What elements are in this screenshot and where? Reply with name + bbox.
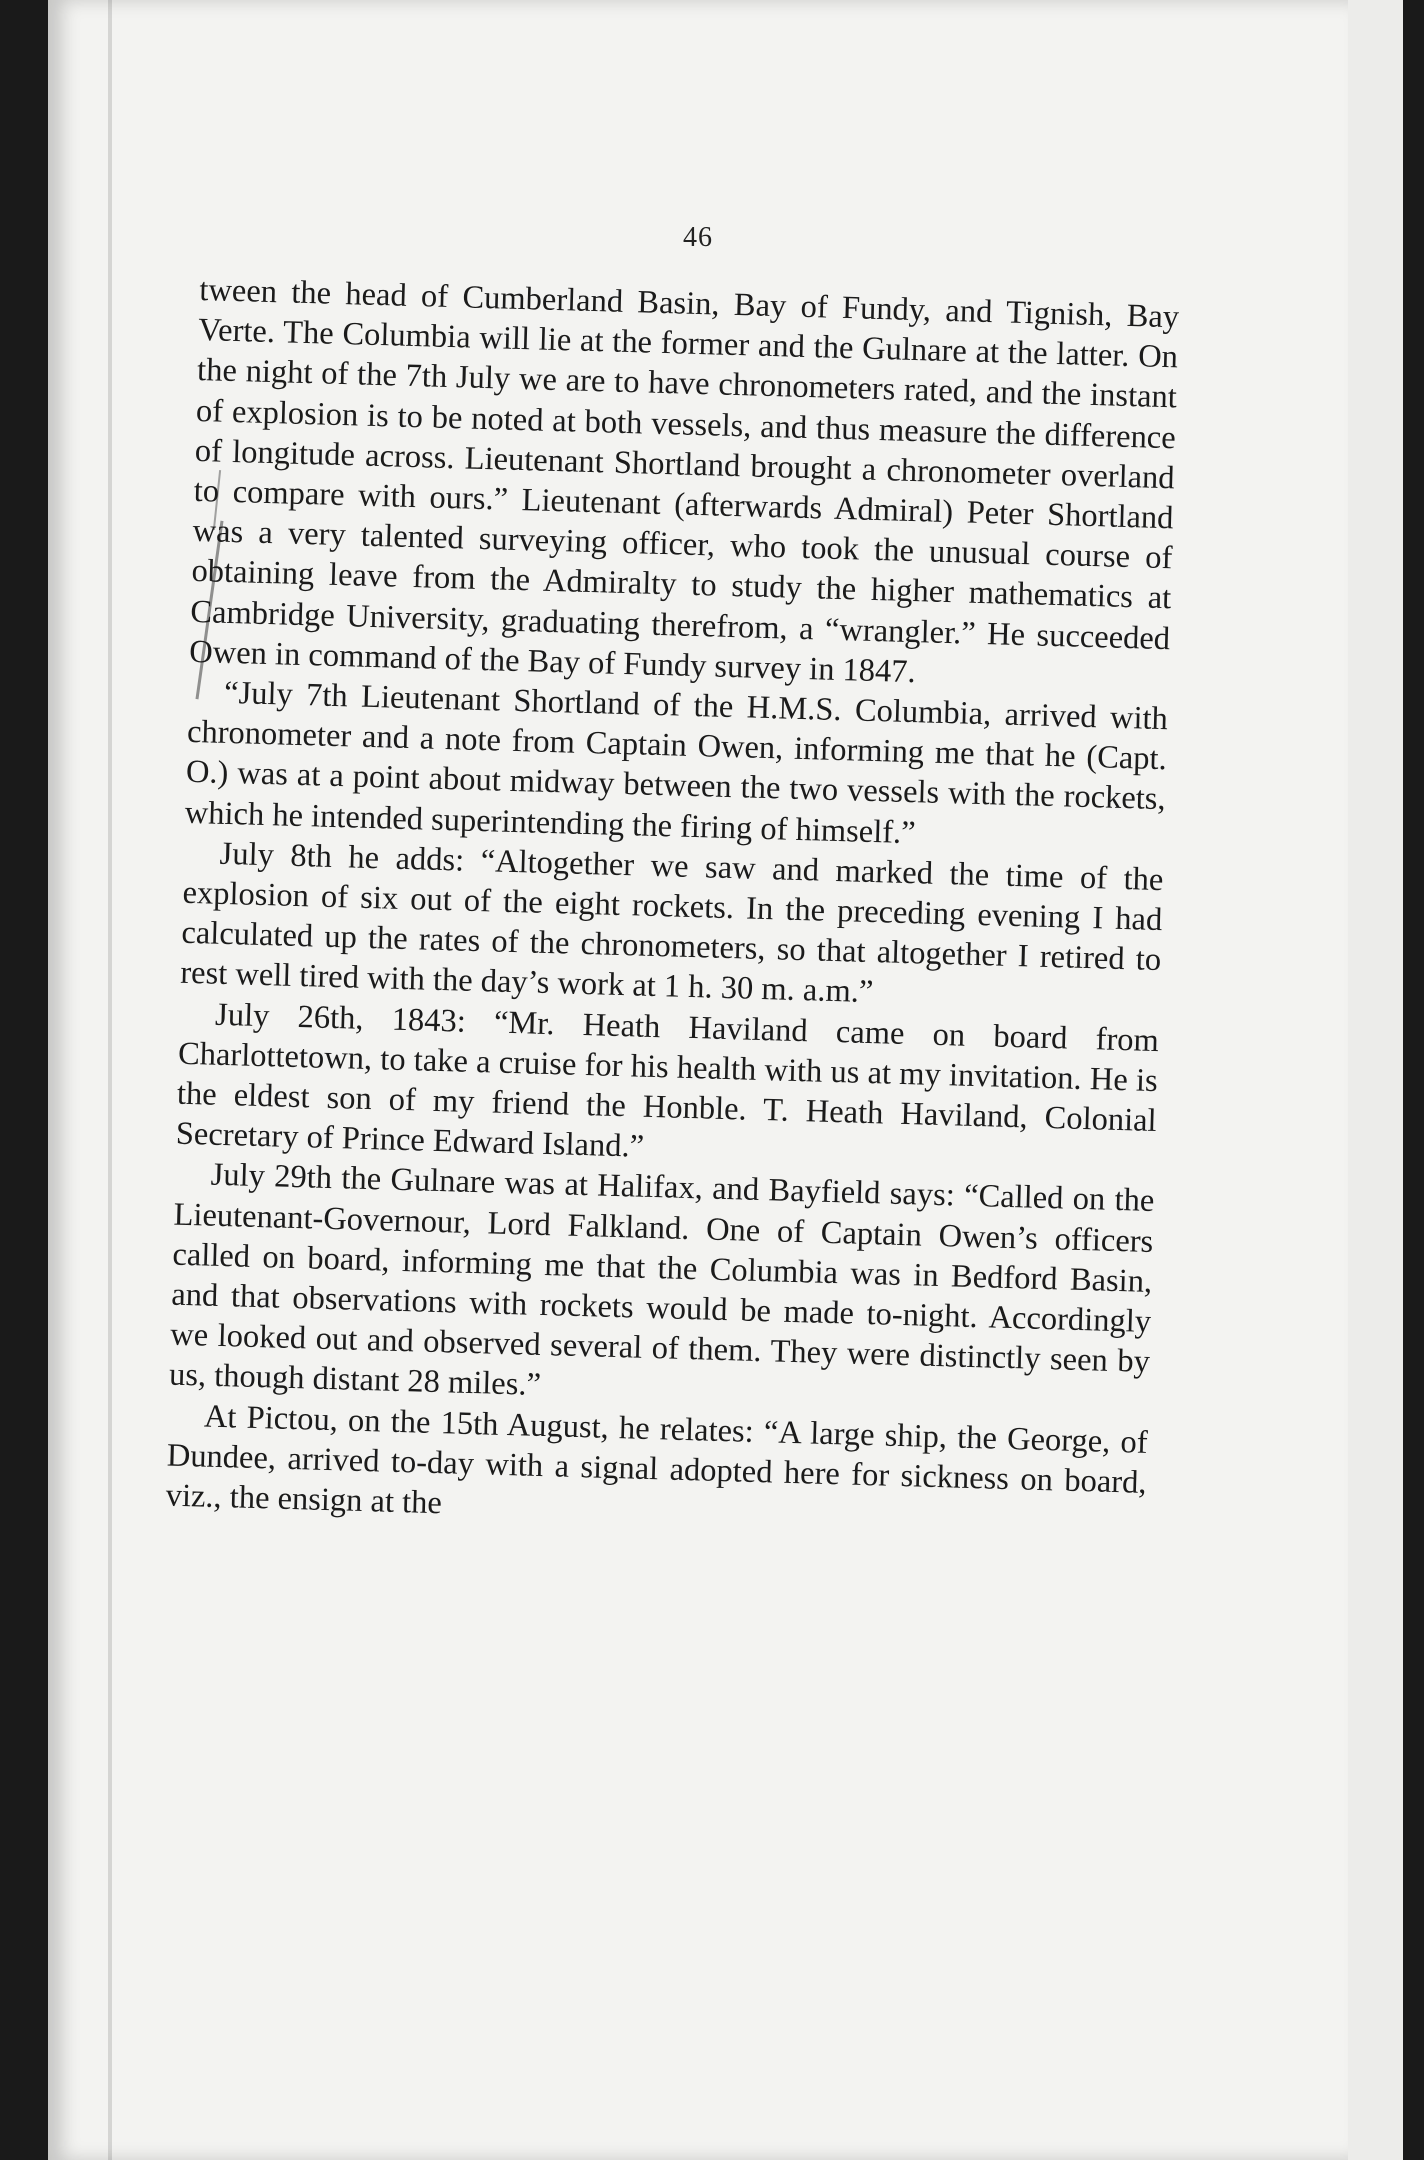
paragraph-1: tween the head of Cumberland Basin, Bay of Fundy, and Tignish, Bay Verte. The Columbia will lie at the former and the Gulnare at the latter. On the night of the 7th July we are to have chronometers rated, and the instant of explosion is to be noted at both vessels, and thus measure the difference of longitude across. Lieutenant Shortland brought a chronometer overland to compare with ours.” Lieutenant (afterwards Admiral) Peter Shortland was a very talented surveying officer, who took the unusual course of obtaining leave from the Admiralty to study the higher mathematics at Cambridge University, graduating therefrom, a “wrangler.” He succeeded Owen in command of the Bay of Fundy survey in 1847. (188, 271, 1180, 690)
paragraph-3: July 8th he adds: “Altogether we saw and marked the time of the explosion of six out of the eight rockets. In the preceding evening I had calculated up the rates of the chronometers, so that altogether I retired to rest well tired with the day’s work at 1 h. 30 m. a.m.” (179, 835, 1164, 1011)
body-text (165, 270, 1179, 1543)
paragraph-6: At Pictou, on the 15th August, he relates: “A large ship, the George, of Dundee, arrived to-day with a signal adopted here for sickness on board, viz., the ensign at the (165, 1398, 1149, 1522)
binding-shadow (108, 0, 112, 2160)
paragraph-2: “July 7th Lieutenant Shortland of the H.M.S. Columbia, arrived with chronometer and a note from Captain Owen, informing me that he (Capt. O.) was at a point about midway between the two vessels with the rockets, which he intended superintending the firing of himself.” (184, 674, 1169, 851)
paragraph-5: July 29th the Gulnare was at Halifax, and Bayfield says: “Called on the Lieutenant-Governour, Lord Falkland. One of Captain Owen’s officers called on board, informing me that the Columbia was in Bedford Basin, and that observations with rockets would be made to-night. Accordingly we looked out and observed several of them. They were distinctly seen by us, though distant 28 miles.” (168, 1157, 1155, 1404)
book-page (48, 0, 1348, 2160)
paragraph-4: July 26th, 1843: “Mr. Heath Haviland came on board from Charlottetown, to take a cruise for his health with us at my invitation. He is the eldest son of my friend the Honble. T. Heath Haviland, Colonial Secretary of Prince Edward Island.” (175, 996, 1160, 1165)
page-number: 46 (683, 222, 713, 253)
